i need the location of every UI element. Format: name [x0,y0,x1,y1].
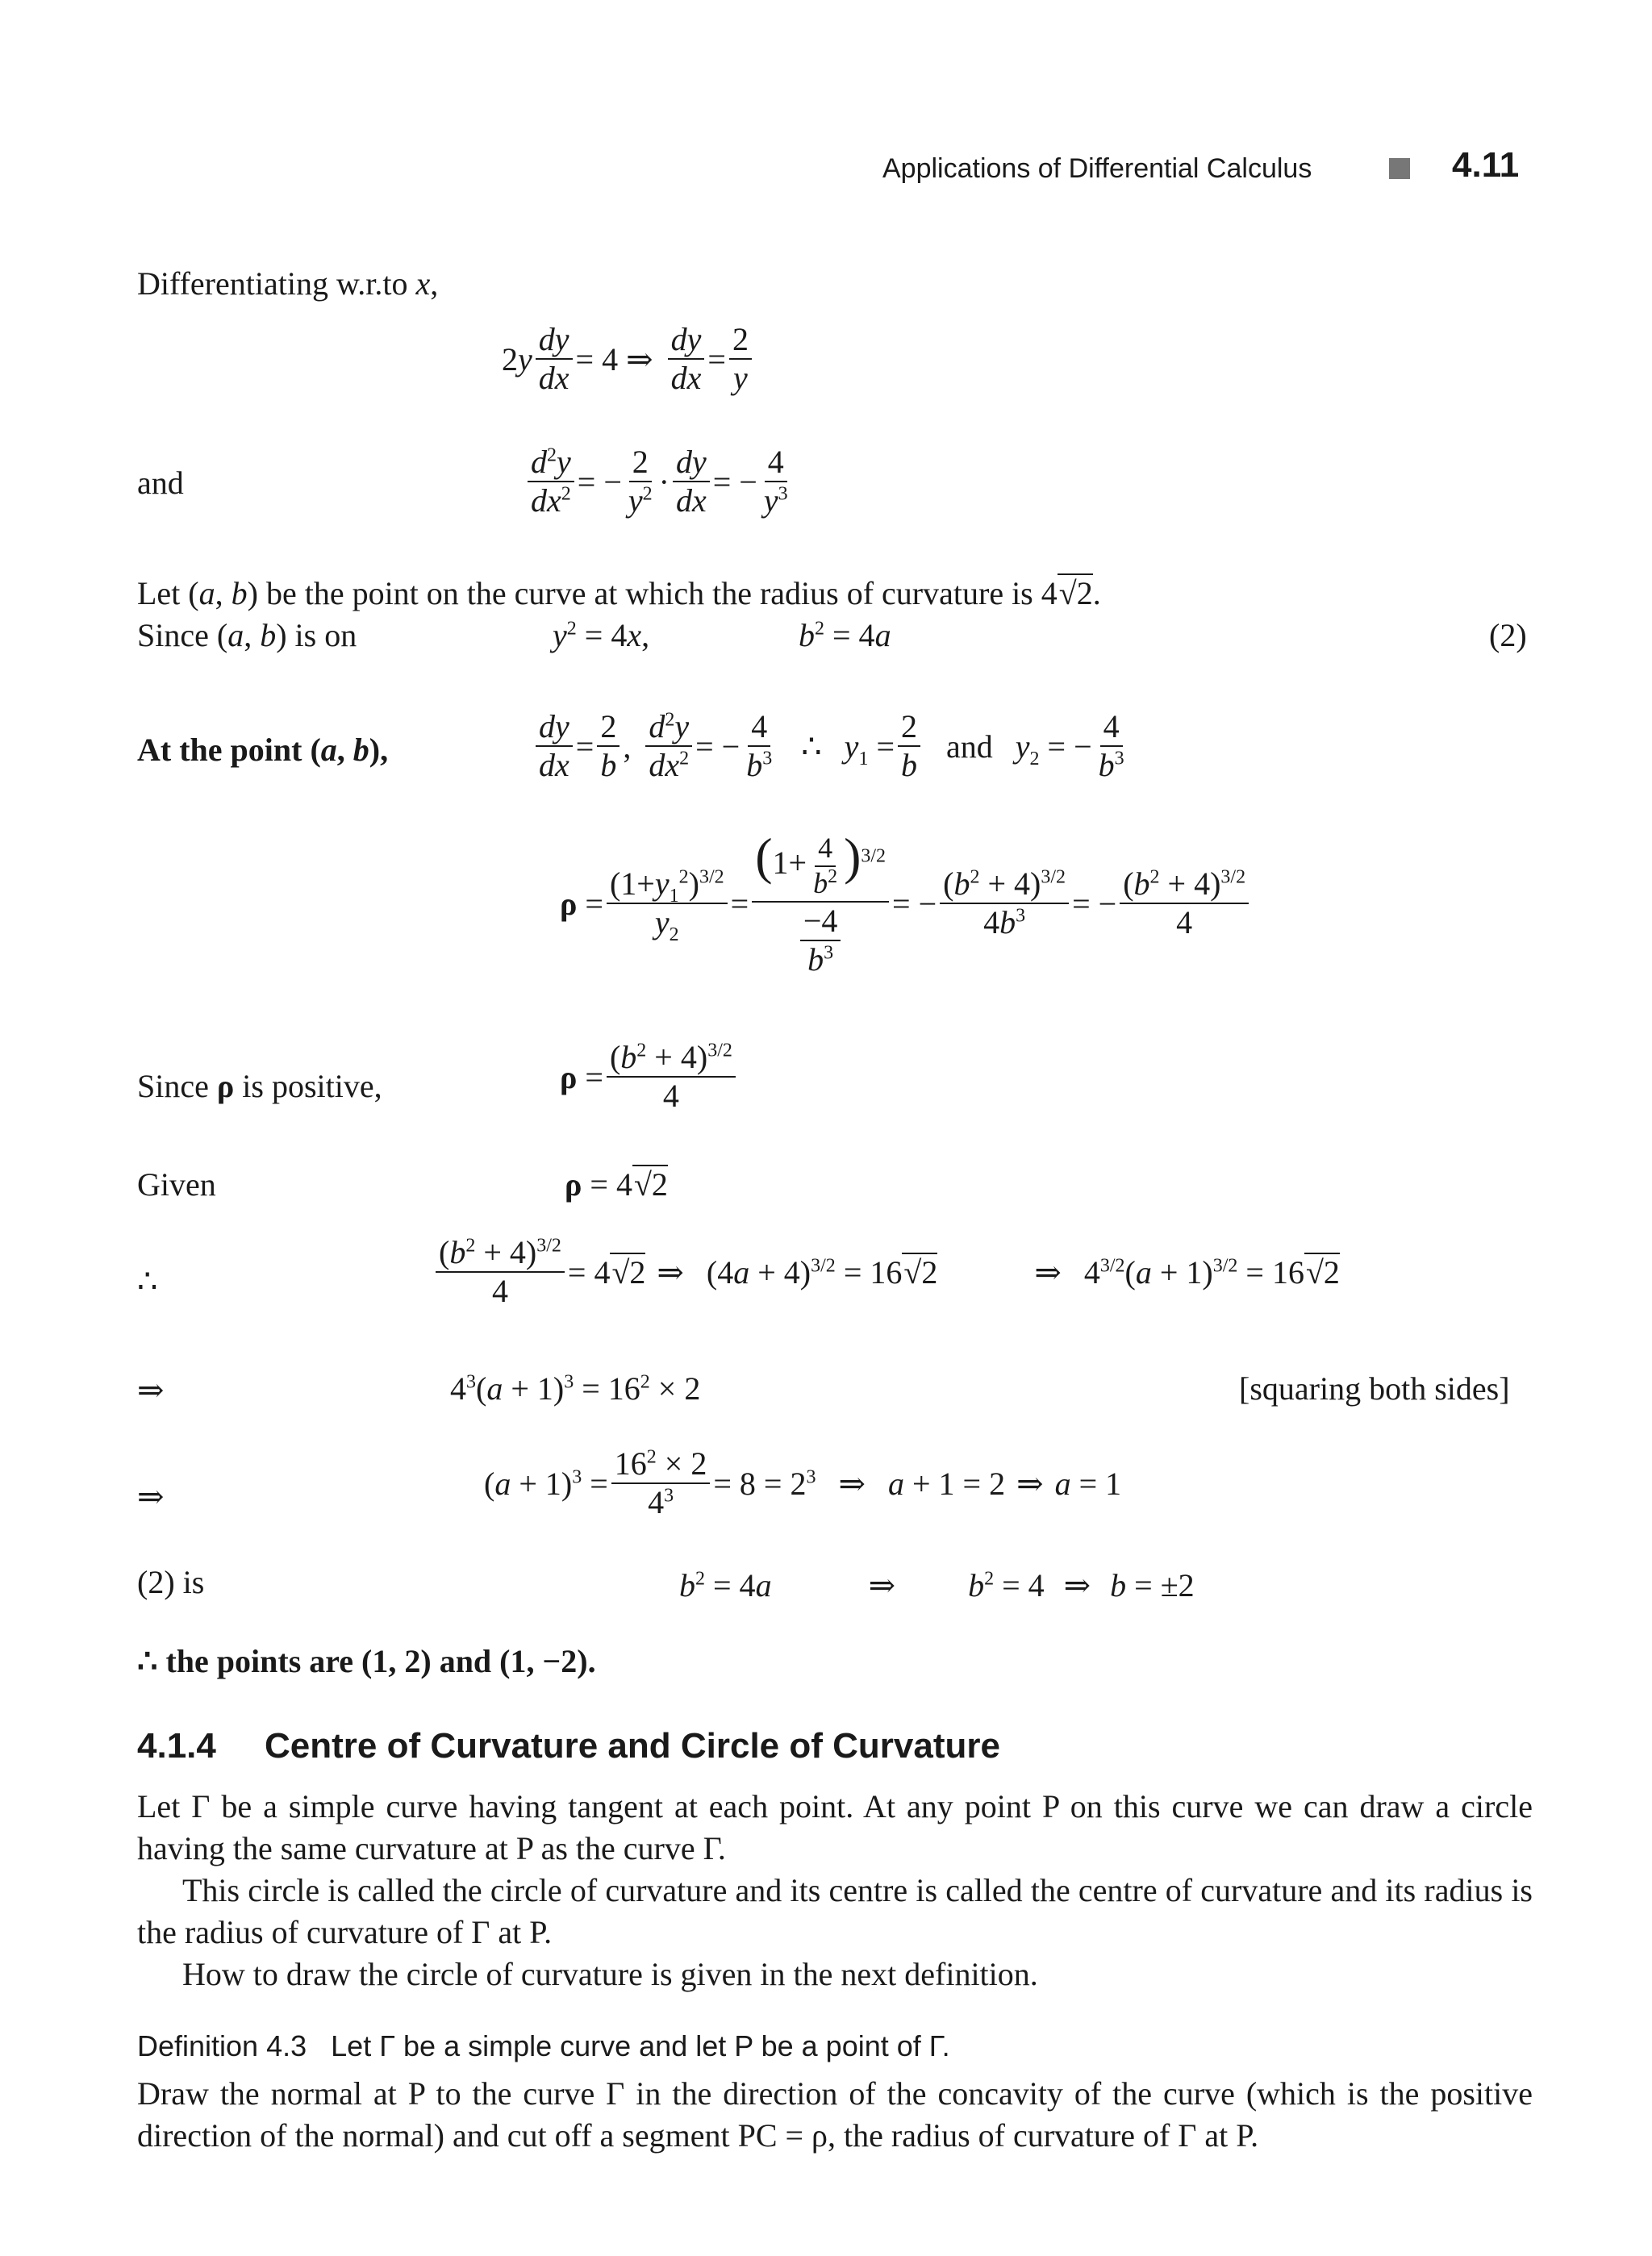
page-number: 4.11 [1452,145,1520,185]
section-paragraph-3: How to draw the circle of curvature is given in the next definition. [182,1956,1038,1992]
running-title: Applications of Differential Calculus [882,153,1312,184]
given-label: Given [137,1166,216,1203]
eq-tag-2: (2) [1489,617,1527,653]
equation-at-point: $\frac{dy}{dx}$ = $\frac{2}{b}$ , $\frac{d^2y}{dx^2}$ = − $\frac{4}{b^3}$ ∴ $y_1$ = $\frac{2}{b}$ and $y_2$ = − $\frac{4}{b^3}$ [532,710,1131,782]
implies-2: ⇒ [137,1478,165,1515]
squaring-note: [squaring both sides] [1239,1370,1510,1407]
since-rho-positive: Since ρ is positive, [137,1068,382,1104]
equation-solve-a: $(a + 1)^3$ = $\frac{16^2 \times 2}{4^3}$ = $8 = 2^3$ ⇒ a + 1 = 2 ⇒ a = 1 [484,1445,1122,1520]
header-square-icon [1389,158,1410,179]
section-title: Centre of Curvature and Circle of Curvature [265,1726,1000,1766]
section-paragraph-2: This circle is called the circle of curvature and its centre is called the centre of curvature and its radius is the radius of curvature of Γ at P. [137,1872,1533,1950]
conclusion: ∴ the points are (1, 2) and (1, −2). [137,1643,596,1679]
diff-intro: Differentiating w.r.to x, [137,265,439,302]
implies-1: ⇒ [137,1372,165,1408]
eq-y2: $y^2 = 4x$, [553,617,650,653]
therefore-symbol: ∴ [137,1263,158,1299]
let-line: Let (a, b) be the point on the curve at which the radius of curvature is 4√2. [137,575,1101,611]
equation-given: ρ = 4√2 [565,1166,668,1203]
definition-text: Let Γ be a simple curve and let P be a point of Γ. [331,2029,950,2062]
two-is-label: (2) is [137,1564,205,1600]
equation-first-derivative: 2y $\frac{dy}{dx}$ = 4 ⇒ $\frac{dy}{dx}$ = $\frac{2}{y}$ [502,323,755,395]
section-number: 4.1.4 [137,1726,216,1766]
equation-solve-b: $b^2 = 4a$ ⇒ $b^2 = 4$ ⇒ b = ±2 [679,1567,1195,1603]
equation-therefore: $\frac{(b^2 + 4)^{3/2}}{4}$ = 4√2 ⇒ $(4a + 4)^{3/2} = 16√2$ ⇒ $4^{3/2}(a + 1)^{3/2} = 16√2$ [432,1236,1340,1308]
equation-second-derivative: $\frac{d^2y}{dx^2}$ = − $\frac{2}{y^2}$ · $\frac{dy}{dx}$ = − $\frac{4}{y^3}$ [524,445,795,518]
at-point-label: At the point (a, b), [137,732,389,768]
definition-label: Definition 4.3 [137,2029,307,2062]
section-paragraph-4: Draw the normal at P to the curve Γ in the direction of the concavity of the curve (which is the positive direction of the normal) and cut off a segment PC = ρ, the radius of curvature of Γ at P. [137,2075,1533,2154]
since-on: Since (a, b) is on [137,617,357,653]
and-label: and [137,465,184,501]
section-paragraph-1: Let Γ be a simple curve having tangent at each point. At any point P on this curve we can draw a circle having the same curvature at P as the curve Γ. [137,1788,1533,1866]
eq-b2: $b^2 = 4a$ [799,617,891,653]
equation-squared: $4^3(a + 1)^3 = 16^2 \times 2$ [450,1370,701,1407]
definition-heading [137,2029,950,2063]
equation-rho: ρ = $\frac{(1+y_1^2)^{3/2}}{y_2}$ = (1+ $\frac{4}{b^2}$ )$^{3/2}$ $\frac{-4}{b^3}$ = − $\frac{(b^2 + 4)^{3/2}}{4b^3}$ = − $\frac{(b^2 + 4)^{3/2}}{4}$ [560,831,1252,977]
equation-rho-positive: ρ = $\frac{(b^2 + 4)^{3/2}}{4}$ [560,1040,739,1113]
